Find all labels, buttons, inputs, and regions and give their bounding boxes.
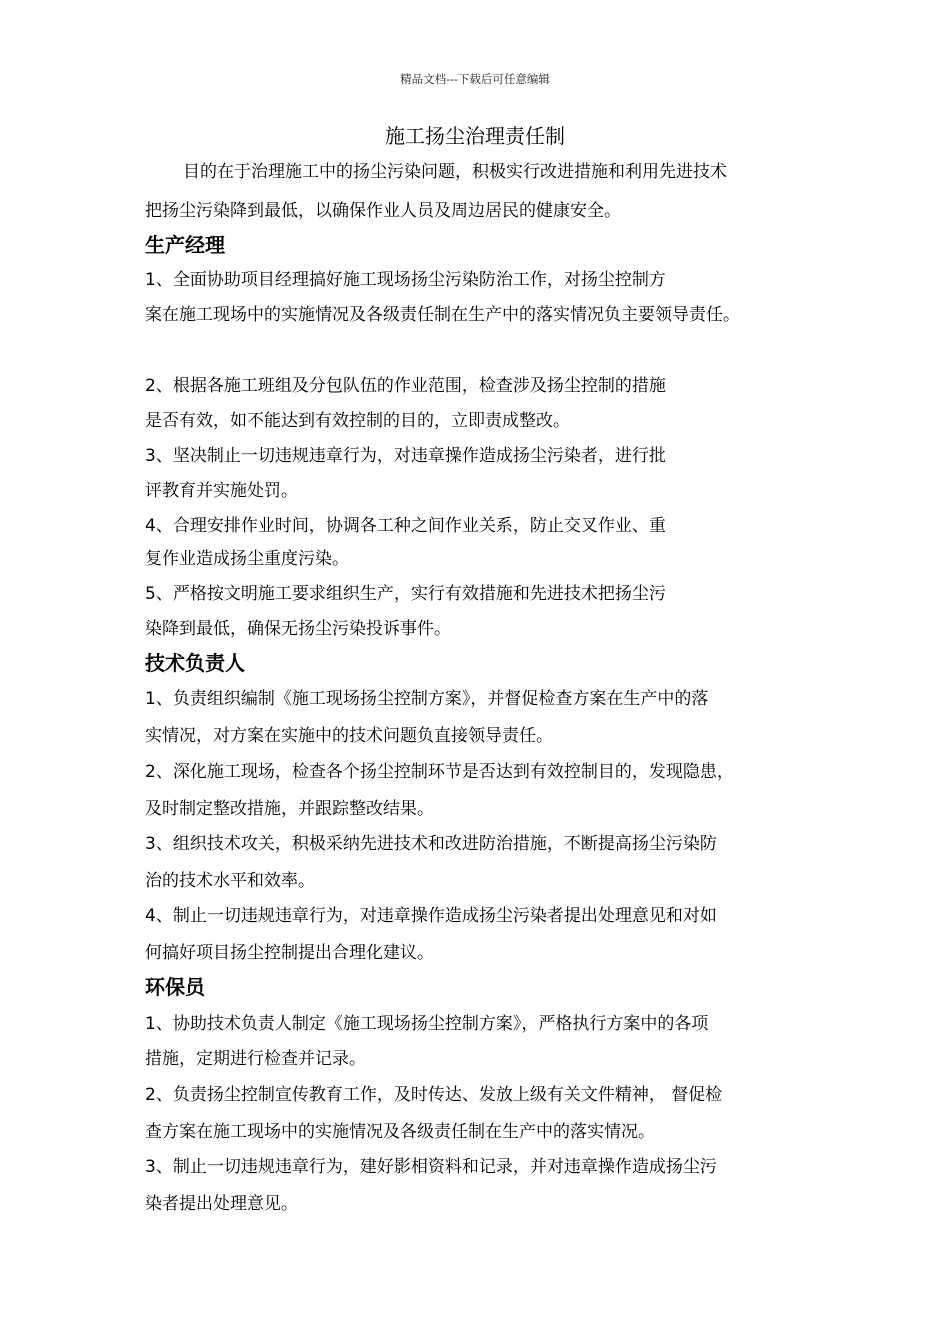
paragraph-line: 1、全面协助项目经理搞好施工现场扬尘污染防治工作，对扬尘控制方 <box>145 270 666 290</box>
paragraph-line: 案在施工现场中的实施情况及各级责任制在生产中的落实情况负主要领导责任。 <box>145 305 740 325</box>
paragraph-line: 实情况，对方案在实施中的技术问题负直接领导责任。 <box>145 726 553 746</box>
paragraph-line: 何搞好项目扬尘控制提出合理化建议。 <box>145 943 434 963</box>
paragraph-line: 治的技术水平和效率。 <box>145 871 315 891</box>
paragraph-line: 3、制止一切违规违章行为，建好影相资料和记录，并对违章操作造成扬尘污 <box>145 1157 717 1177</box>
paragraph-line: 染降到最低，确保无扬尘污染投诉事件。 <box>145 619 451 639</box>
intro-line: 把扬尘污染降到最低，以确保作业人员及周边居民的健康安全。 <box>145 201 621 221</box>
paragraph-line: 措施，定期进行检查并记录。 <box>145 1049 366 1069</box>
paragraph-line: 2、深化施工现场，检查各个扬尘控制环节是否达到有效控制目的，发现隐患， <box>145 762 734 782</box>
paragraph-line: 及时制定整改措施，并跟踪整改结果。 <box>145 799 434 819</box>
paragraph-line: 2、根据各施工班组及分包队伍的作业范围，检查涉及扬尘控制的措施 <box>145 376 666 396</box>
paragraph-line: 评教育并实施处罚。 <box>145 481 298 501</box>
paragraph-line: 1、协助技术负责人制定《施工现场扬尘控制方案》，严格执行方案中的各项 <box>145 1014 709 1034</box>
paragraph-line: 4、制止一切违规违章行为，对违章操作造成扬尘污染者提出处理意见和对如 <box>145 906 717 926</box>
section-heading-technical-lead: 技术负责人 <box>145 651 245 675</box>
paragraph-line: 5、严格按文明施工要求组织生产，实行有效措施和先进技术把扬尘污 <box>145 584 666 604</box>
paragraph-line: 复作业造成扬尘重度污染。 <box>145 549 349 569</box>
paragraph-line: 2、负责扬尘控制宣传教育工作，及时传达、发放上级有关文件精神， 督促检 <box>145 1085 723 1105</box>
paragraph-line: 是否有效，如不能达到有效控制的目的，立即责成整改。 <box>145 411 570 431</box>
paragraph-line: 3、坚决制止一切违规违章行为，对违章操作造成扬尘污染者，进行批 <box>145 446 666 466</box>
section-heading-environmental-officer: 环保员 <box>145 975 205 999</box>
paragraph-line: 3、组织技术攻关，积极采纳先进技术和改进防治措施，不断提高扬尘污染防 <box>145 834 717 854</box>
paragraph-line: 1、负责组织编制《施工现场扬尘控制方案》，并督促检查方案在生产中的落 <box>145 689 709 709</box>
paragraph-line: 4、合理安排作业时间，协调各工种之间作业关系，防止交叉作业、重 <box>145 516 666 536</box>
paragraph-line: 查方案在施工现场中的实施情况及各级责任制在生产中的落实情况。 <box>145 1122 655 1142</box>
paragraph-line: 染者提出处理意见。 <box>145 1194 298 1214</box>
document-title: 施工扬尘治理责任制 <box>385 124 565 148</box>
intro-line: 目的在于治理施工中的扬尘污染问题，积极实行改进措施和利用先进技术 <box>183 162 727 182</box>
section-heading-production-manager: 生产经理 <box>145 233 225 257</box>
page-header: 精品文档---下载后可任意编辑 <box>400 72 550 86</box>
